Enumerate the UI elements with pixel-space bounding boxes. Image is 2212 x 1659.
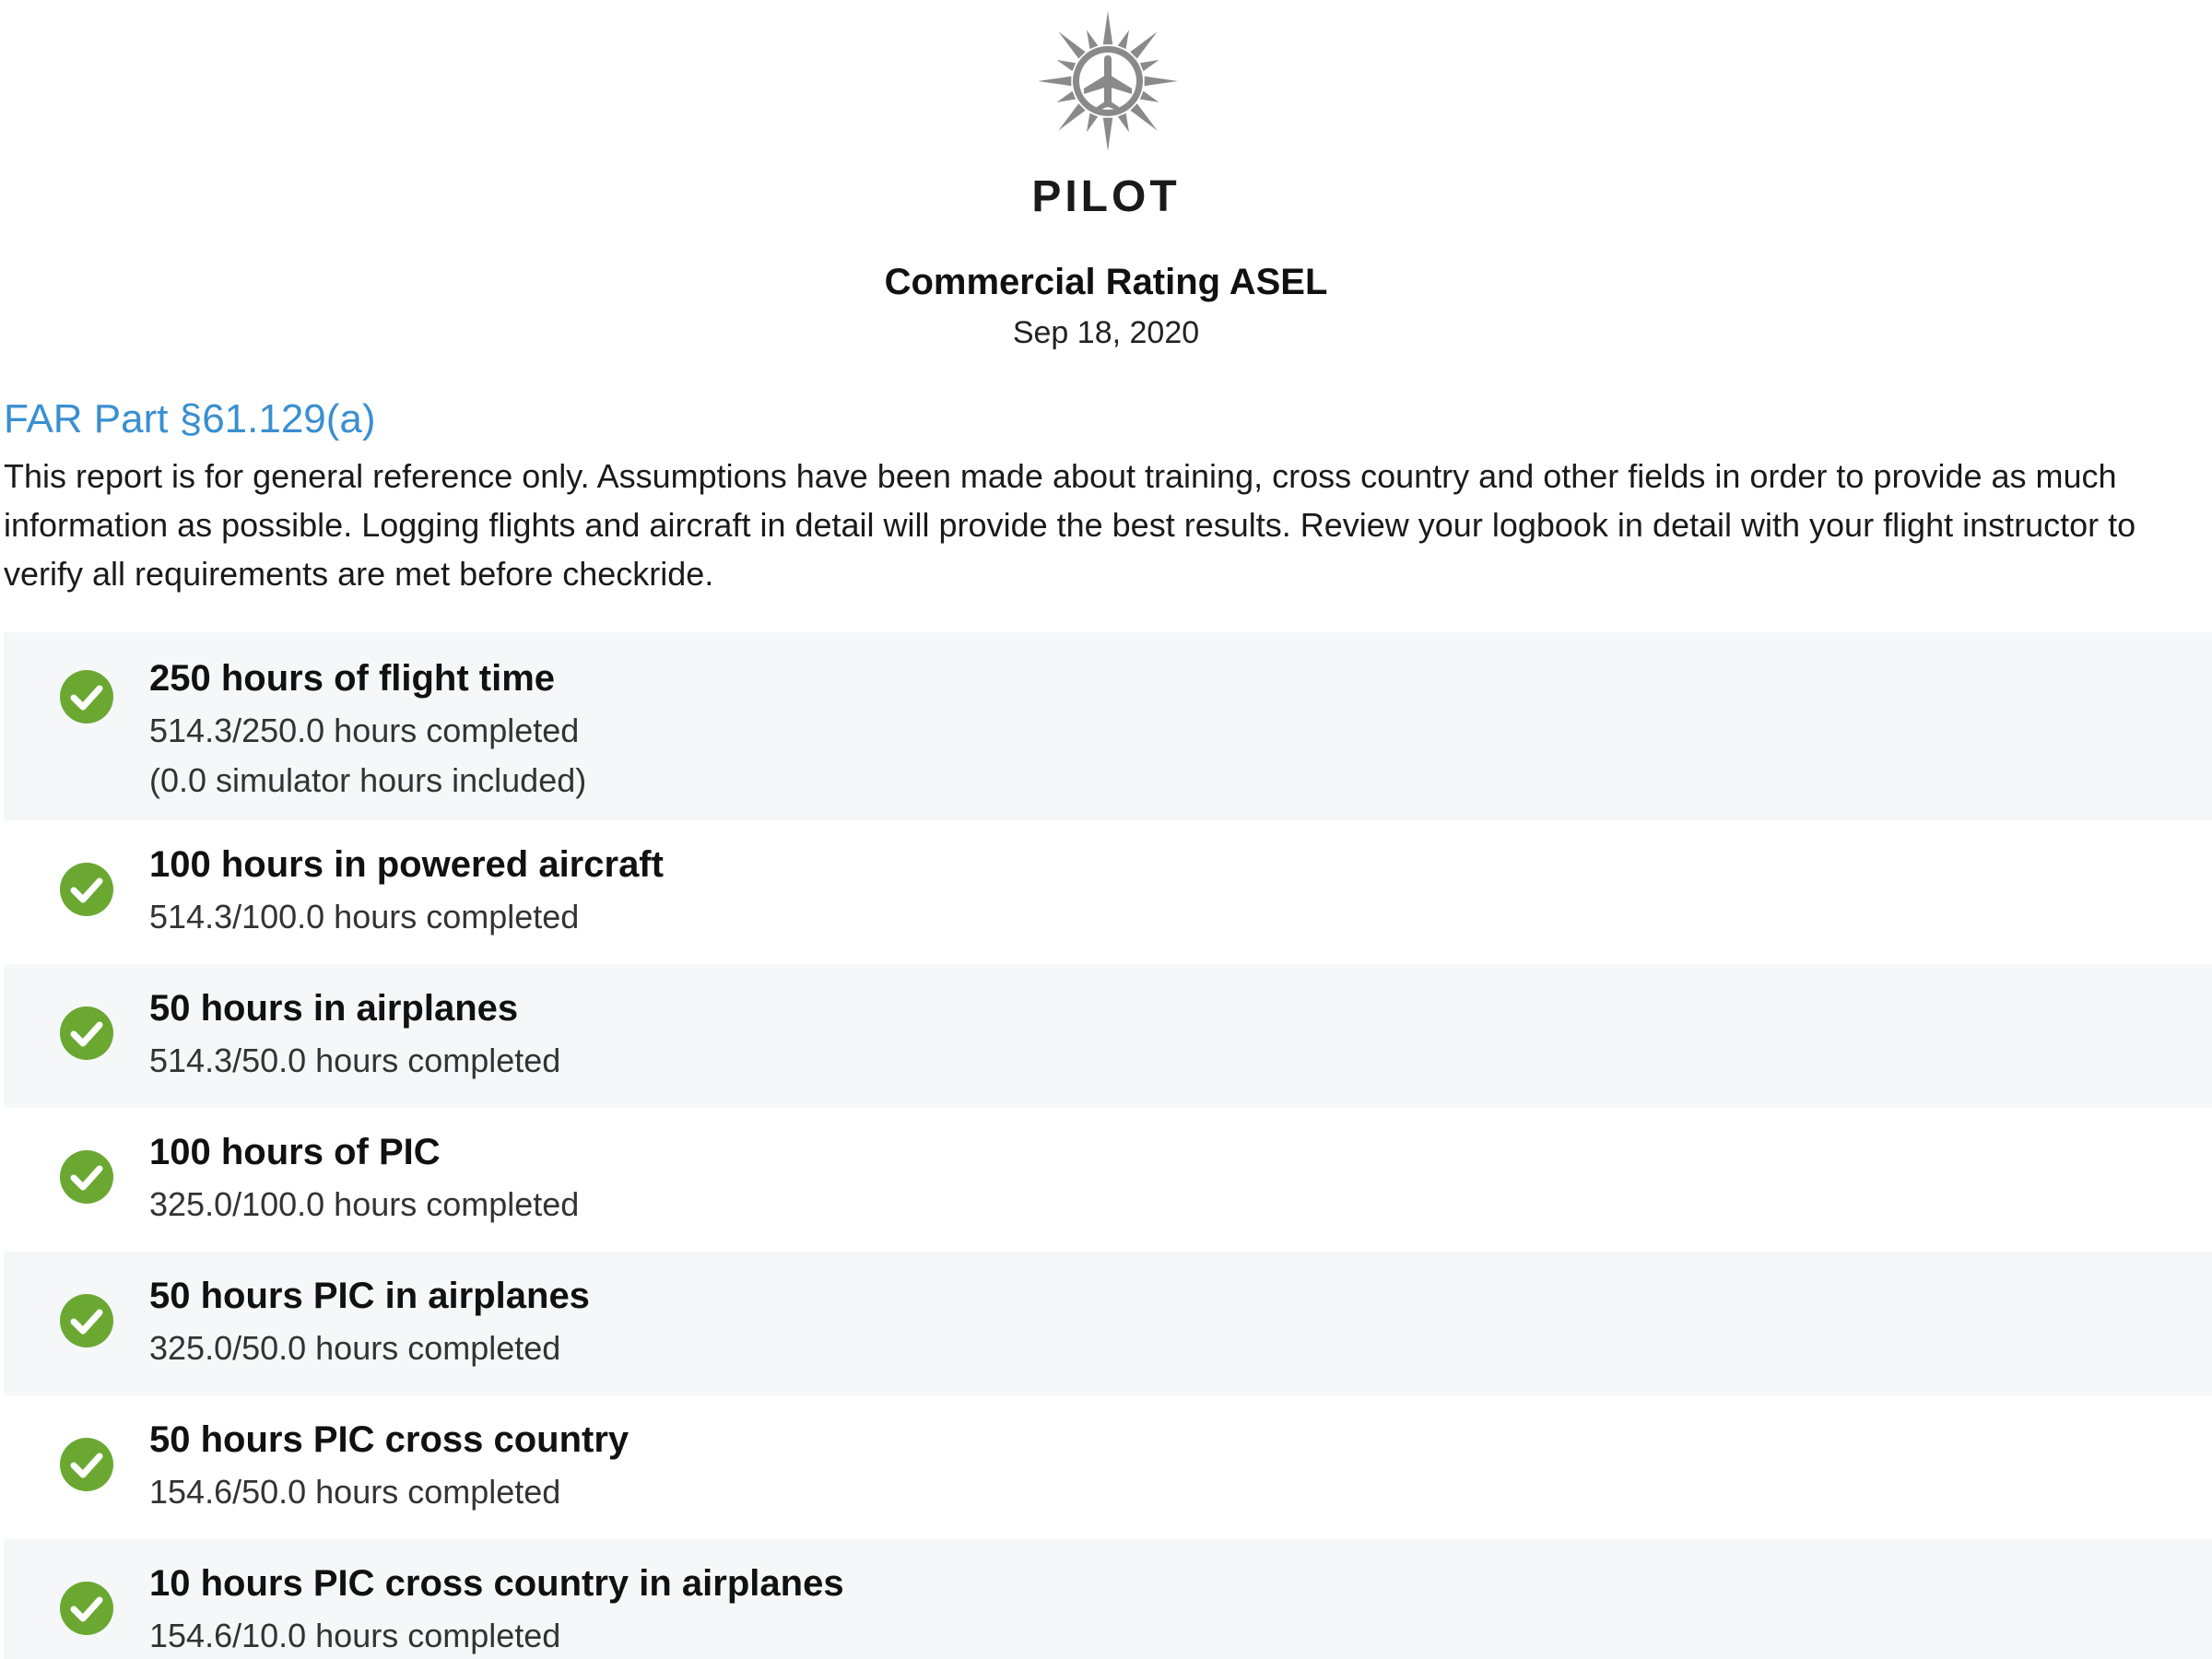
- requirement-title: 50 hours in airplanes: [149, 988, 519, 1029]
- requirement-row-airplanes: [4, 964, 2212, 1108]
- requirement-title: 10 hours PIC cross country in airplanes: [149, 1563, 844, 1604]
- check-circle-icon: [59, 1006, 114, 1061]
- requirement-progress: 325.0/100.0 hours completed: [149, 1185, 580, 1223]
- logo-ray: [1130, 31, 1157, 58]
- far-regulation-link[interactable]: FAR Part §61.129(a): [4, 396, 376, 441]
- check-circle-icon: [59, 1149, 114, 1205]
- logo-ray: [1087, 30, 1098, 50]
- requirement-title: 100 hours of PIC: [149, 1132, 441, 1172]
- requirement-row-flight-time: [4, 632, 2212, 820]
- check-circle-icon: [59, 669, 114, 724]
- requirement-progress: 514.3/50.0 hours completed: [149, 1041, 561, 1079]
- check-circle-icon: [59, 1581, 114, 1636]
- logo-ray: [1057, 91, 1077, 102]
- check-circle-icon: [59, 1437, 114, 1492]
- logo-ray: [1140, 91, 1159, 102]
- logo-ray: [1118, 113, 1129, 132]
- requirement-row-pic-cross-country-airplanes: [4, 1539, 2212, 1659]
- requirement-note: (0.0 simulator hours included): [149, 761, 587, 799]
- logo-ray: [1145, 76, 1178, 86]
- requirement-progress: 325.0/50.0 hours completed: [149, 1329, 561, 1367]
- check-circle-icon: [59, 1293, 114, 1348]
- brand-name: PILOT: [1031, 172, 1181, 221]
- logo-ray: [1087, 113, 1098, 132]
- disclaimer-text: This report is for general reference only. Assumptions have been made about training, cross country and other fields in order to provide as much information as possible. Logging flights and aircraft in detail will provide the best results. Review your logbook in detail with your flight instructor to verify all requirements are met before checkride.: [4, 457, 2136, 593]
- requirement-row-pic: [4, 1108, 2212, 1252]
- requirement-row-powered-aircraft: [4, 820, 2212, 964]
- logo-ray: [1057, 60, 1077, 71]
- requirement-title: 50 hours PIC cross country: [149, 1419, 629, 1460]
- requirement-progress: 514.3/250.0 hours completed: [149, 712, 580, 749]
- requirement-progress: 154.6/10.0 hours completed: [149, 1617, 561, 1654]
- report-date: Sep 18, 2020: [1012, 315, 1200, 350]
- logo-ray: [1038, 76, 1071, 86]
- logo-ray: [1140, 60, 1159, 71]
- requirement-title: 50 hours PIC in airplanes: [149, 1276, 590, 1316]
- requirement-row-pic-airplanes: [4, 1252, 2212, 1395]
- logo-ray: [1058, 31, 1085, 58]
- logo-ray: [1103, 11, 1112, 44]
- logo-ray: [1103, 118, 1112, 151]
- logo-ray: [1130, 103, 1157, 130]
- requirement-title: 100 hours in powered aircraft: [149, 844, 664, 885]
- requirement-progress: 154.6/50.0 hours completed: [149, 1473, 561, 1511]
- requirement-row-pic-cross-country: [4, 1395, 2212, 1539]
- logo-ray: [1118, 30, 1129, 50]
- logo-ray: [1058, 103, 1085, 130]
- check-circle-icon: [59, 862, 114, 917]
- requirement-progress: 514.3/100.0 hours completed: [149, 898, 580, 935]
- requirement-title: 250 hours of flight time: [149, 658, 556, 699]
- sun-airplane-icon: [1036, 9, 1180, 153]
- report-title: Commercial Rating ASEL: [884, 262, 1328, 302]
